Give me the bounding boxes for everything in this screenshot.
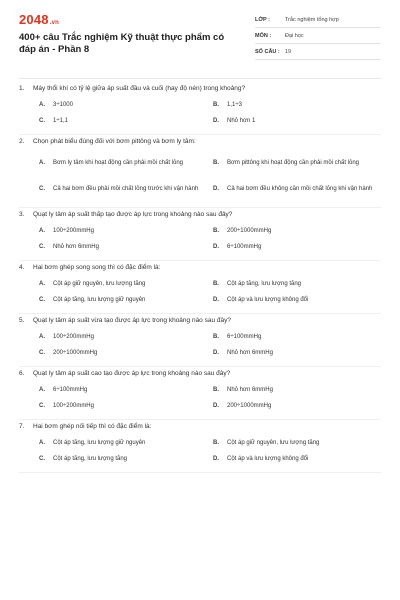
- answer-option-b[interactable]: [213, 330, 381, 344]
- answer-option-d[interactable]: [213, 346, 381, 360]
- question-item: [19, 420, 381, 473]
- option-letter: A.: [39, 101, 45, 108]
- question-item: [19, 314, 381, 367]
- option-letter: C.: [39, 243, 45, 250]
- answer-options: [19, 330, 381, 360]
- answer-option-c[interactable]: [39, 177, 207, 201]
- option-text: 100÷200mmHg: [53, 333, 94, 340]
- question-prompt: Chọn phát biểu đúng đối với bơm pittông và bơm ly tâm:: [33, 138, 196, 145]
- option-text: 100÷200mmHg: [53, 227, 94, 234]
- document-title: 400+ câu Trắc nghiệm Kỹ thuật thực phẩm có đáp án - Phần 8: [19, 32, 225, 55]
- option-text: 6÷100mmHg: [227, 243, 262, 250]
- option-letter: A.: [39, 159, 45, 166]
- option-letter: C.: [39, 117, 45, 124]
- option-letter: A.: [39, 386, 45, 393]
- option-letter: C.: [39, 455, 45, 462]
- option-text: Cột áp và lưu lượng không đổi: [227, 455, 309, 462]
- answer-option-c[interactable]: [39, 399, 207, 413]
- option-text: Nhỏ hơn 6mmHg: [53, 243, 99, 250]
- answer-option-d[interactable]: [213, 177, 381, 201]
- option-letter: D.: [213, 349, 219, 356]
- question-number: 3.: [19, 211, 25, 218]
- logo-main: 2048: [19, 12, 49, 27]
- option-text: Nhỏ hơn 6mmHg: [227, 349, 273, 356]
- question-number: 5.: [19, 317, 25, 324]
- option-text: Cột áp và lưu lượng không đổi: [227, 296, 309, 303]
- answer-option-a[interactable]: [39, 436, 207, 450]
- option-letter: B.: [213, 101, 219, 108]
- option-letter: D.: [213, 455, 219, 462]
- option-text: 6÷100mmHg: [227, 333, 262, 340]
- option-letter: D.: [213, 185, 219, 192]
- question-text: [19, 82, 381, 94]
- meta-label: MÔN :: [255, 32, 272, 39]
- question-prompt: Quạt ly tâm áp suất thấp tạo được áp lực trong khoảng nào sau đây?: [33, 211, 233, 218]
- meta-value[interactable]: Trắc nghiệm tổng hợp: [285, 16, 339, 23]
- answer-option-b[interactable]: [213, 436, 381, 450]
- option-letter: B.: [213, 386, 219, 393]
- answer-option-c[interactable]: [39, 114, 207, 128]
- option-letter: D.: [213, 117, 219, 124]
- question-text: [19, 367, 381, 379]
- question-number: 7.: [19, 423, 25, 430]
- answer-option-a[interactable]: [39, 330, 207, 344]
- question-number: 4.: [19, 264, 25, 271]
- option-letter: A.: [39, 333, 45, 340]
- option-text: Bơm pittông khi hoạt động cần phải mồi chất lỏng: [227, 159, 360, 166]
- answer-option-d[interactable]: [213, 114, 381, 128]
- answer-options: [19, 277, 381, 307]
- question-prompt: Máy thổi khí có tỷ lệ giữa áp suất đầu và cuối (hay độ nén) trong khoảng?: [33, 85, 246, 92]
- meta-row-subject: [255, 28, 380, 44]
- question-text: [19, 261, 381, 273]
- answer-option-a[interactable]: [39, 224, 207, 238]
- question-prompt: Hai bơm ghép song song thì có đặc điểm là:: [33, 264, 161, 271]
- question-item: [19, 261, 381, 314]
- answer-option-c[interactable]: [39, 293, 207, 307]
- meta-label: LỚP :: [255, 16, 270, 23]
- option-text: 6÷100mmHg: [53, 386, 88, 393]
- answer-option-b[interactable]: [213, 383, 381, 397]
- question-number: 1.: [19, 85, 25, 92]
- option-text: Cột áp tăng, lưu lượng tăng: [53, 455, 128, 462]
- question-item: [19, 208, 381, 261]
- answer-option-b[interactable]: [213, 277, 381, 291]
- answer-option-d[interactable]: [213, 240, 381, 254]
- option-letter: C.: [39, 402, 45, 409]
- meta-info: [255, 12, 380, 60]
- logo-suffix: .vn: [49, 20, 60, 26]
- meta-label: SỐ CÂU :: [255, 48, 280, 55]
- option-text: 200÷1000mmHg: [227, 227, 272, 234]
- meta-value: 19: [285, 48, 292, 55]
- header: [0, 0, 400, 70]
- answer-options: [19, 383, 381, 413]
- answer-option-a[interactable]: [39, 151, 207, 175]
- option-text: 100÷200mmHg: [53, 402, 94, 409]
- answer-option-a[interactable]: [39, 277, 207, 291]
- option-text: 3÷1000: [53, 101, 73, 108]
- answer-option-b[interactable]: [213, 224, 381, 238]
- option-letter: C.: [39, 349, 45, 356]
- question-prompt: Hai bơm ghép nối tiếp thì có đặc điểm là:: [33, 423, 152, 430]
- option-letter: D.: [213, 243, 219, 250]
- option-text: Cả hai bơm đều phải mồi chất lỏng trước khi vận hành: [53, 185, 199, 192]
- option-letter: B.: [213, 439, 219, 446]
- question-list: [19, 82, 381, 473]
- answer-options: [19, 151, 381, 201]
- option-text: Cột áp giữ nguyên, lưu lượng tăng: [53, 280, 146, 287]
- option-text: 200÷1000mmHg: [53, 349, 98, 356]
- option-letter: B.: [213, 227, 219, 234]
- answer-option-c[interactable]: [39, 452, 207, 466]
- option-letter: B.: [213, 159, 219, 166]
- question-text: [19, 135, 381, 147]
- option-letter: C.: [39, 185, 45, 192]
- option-letter: A.: [39, 227, 45, 234]
- answer-options: [19, 98, 381, 128]
- site-logo[interactable]: [19, 12, 59, 27]
- option-text: Bơm ly tâm khi hoạt động cần phải mồi chất lỏng: [53, 159, 184, 166]
- option-letter: C.: [39, 296, 45, 303]
- header-divider: [19, 78, 381, 79]
- option-letter: B.: [213, 280, 219, 287]
- question-number: 6.: [19, 370, 25, 377]
- question-text: [19, 314, 381, 326]
- answer-option-a[interactable]: [39, 383, 207, 397]
- option-letter: A.: [39, 439, 45, 446]
- question-item: [19, 82, 381, 135]
- option-text: Cột áp giữ nguyên, lưu lượng tăng: [227, 439, 320, 446]
- question-text: [19, 420, 381, 432]
- option-text: Nhỏ hơn 6mmHg: [227, 386, 273, 393]
- option-text: Cả hai bơm đều không cần mồi chất lỏng khi vận hành: [227, 185, 373, 192]
- meta-row-class: [255, 12, 380, 28]
- option-text: 1÷1,1: [53, 117, 68, 124]
- answer-option-c[interactable]: [39, 240, 207, 254]
- option-letter: D.: [213, 296, 219, 303]
- answer-option-d[interactable]: [213, 399, 381, 413]
- answer-options: [19, 436, 381, 466]
- question-number: 2.: [19, 138, 25, 145]
- answer-option-a[interactable]: [39, 98, 207, 112]
- answer-option-b[interactable]: [213, 98, 381, 112]
- question-prompt: Quạt ly tâm áp suất vừa tạo được áp lực trong khoảng nào sau đây?: [33, 317, 231, 324]
- option-text: Cột áp tăng, lưu lượng giữ nguyên: [53, 296, 146, 303]
- option-letter: B.: [213, 333, 219, 340]
- option-text: Cột áp tăng, lưu lượng giữ nguyên: [53, 439, 146, 446]
- answer-option-d[interactable]: [213, 293, 381, 307]
- answer-option-b[interactable]: [213, 151, 381, 175]
- answer-option-d[interactable]: [213, 452, 381, 466]
- question-item: [19, 367, 381, 420]
- option-text: Cột áp tăng, lưu lượng tăng: [227, 280, 302, 287]
- option-letter: A.: [39, 280, 45, 287]
- meta-row-count: [255, 44, 380, 60]
- question-prompt: Quạt ly tâm áp suất cao tạo được áp lực trong khoảng nào sau đây?: [33, 370, 231, 377]
- option-text: 1,1÷3: [227, 101, 242, 108]
- meta-value[interactable]: Đại học: [285, 32, 304, 39]
- answer-options: [19, 224, 381, 254]
- option-letter: D.: [213, 402, 219, 409]
- question-text: [19, 208, 381, 220]
- answer-option-c[interactable]: [39, 346, 207, 360]
- question-item: [19, 135, 381, 208]
- option-text: Nhỏ hơn 1: [227, 117, 256, 124]
- option-text: 200÷1000mmHg: [227, 402, 272, 409]
